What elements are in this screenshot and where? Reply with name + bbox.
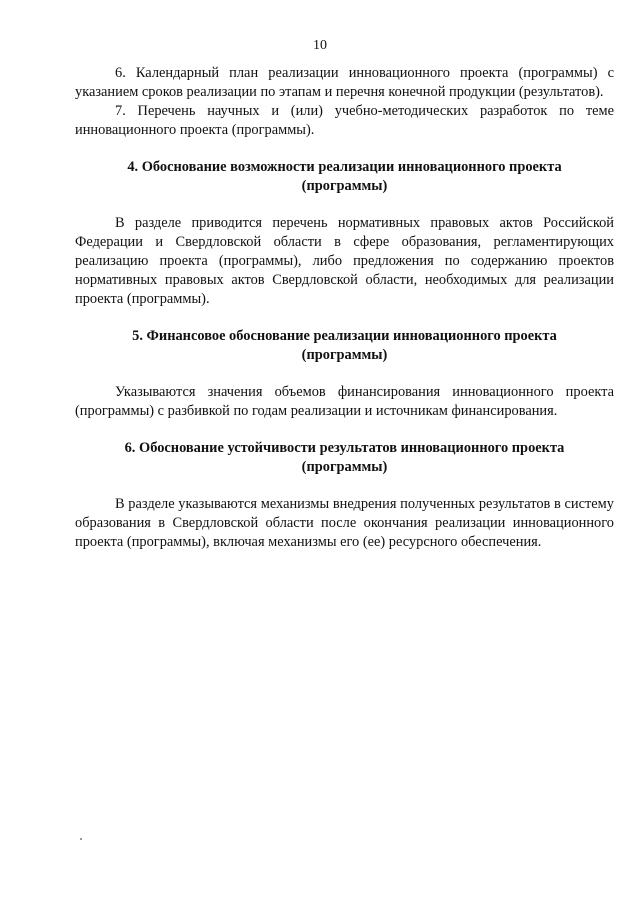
section-heading-sustainability	[75, 439, 614, 477]
scan-speck	[80, 838, 82, 840]
list-item-developments: 7. Перечень научных и (или) учебно-методических разработок по теме инновационного проекта (программы).	[75, 103, 614, 138]
section-heading-line: 4. Обоснование возможности реализации инновационного проекта	[127, 159, 562, 175]
document-body	[75, 64, 614, 552]
section-heading-feasibility	[75, 158, 614, 196]
section-paragraph-financial: Указываются значения объемов финансирования инновационного проекта (программы) с разбивкой по годам реализации и источникам финансирования.	[75, 384, 614, 419]
section-heading-line: (программы)	[301, 347, 388, 363]
section-heading-line: (программы)	[301, 459, 388, 475]
section-paragraph-feasibility: В разделе приводится перечень нормативных правовых актов Российской Федерации и Свердловской области в сфере образования, регламентирующих реализацию проекта (программы), либо предложения по содержанию проектов нормативных правовых актов Свердловской области, необходимых для реализации проекта (программы).	[75, 215, 614, 307]
page-number: 10	[313, 38, 327, 53]
section-heading-financial	[75, 327, 614, 365]
list-item-calendar-plan: 6. Календарный план реализации инновационного проекта (программы) с указанием сроков реализации по этапам и перечня конечной продукции (результатов).	[75, 65, 614, 100]
section-paragraph-sustainability: В разделе указываются механизмы внедрения полученных результатов в систему образования в Свердловской области после окончания реализации инновационного проекта (программы), включая механизмы его (ее) ресурсного обеспечения.	[75, 496, 614, 550]
section-heading-line: (программы)	[301, 178, 388, 194]
section-heading-line: 5. Финансовое обоснование реализации инновационного проекта	[132, 328, 557, 344]
section-heading-line: 6. Обоснование устойчивости результатов инновационного проекта	[124, 440, 565, 456]
